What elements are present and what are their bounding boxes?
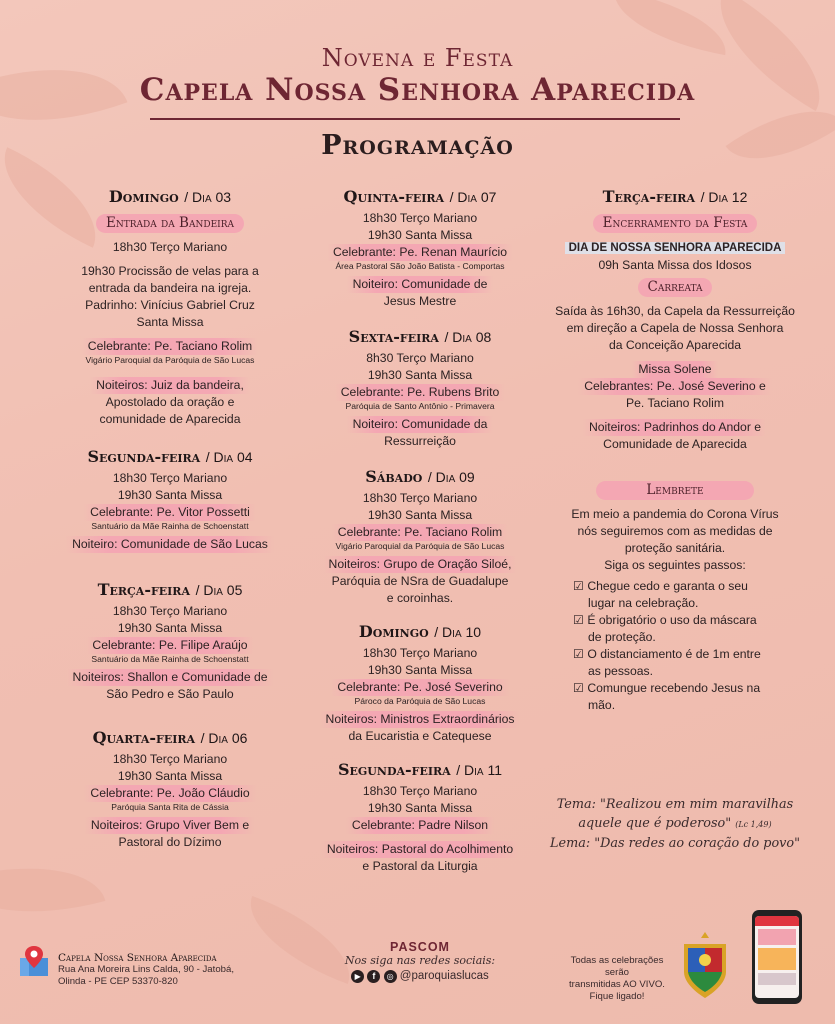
celebrant-parish: Vigário Paroquial da Paróquia de São Lucas: [335, 541, 505, 551]
address-line: Olinda - PE CEP 53370-820: [58, 976, 178, 987]
social-handle[interactable]: @paroquiaslucas: [399, 970, 489, 982]
celebrant: Celebrante: Pe. Filipe Araújo: [86, 637, 253, 654]
celebrant: Celebrante: Pe. Rubens Brito: [335, 384, 506, 401]
reminder-text: proteção sanitária.: [624, 541, 726, 555]
celebrant-parish: Santuário da Mãe Rainha de Schoenstatt: [91, 521, 249, 531]
day-number: / Dia 03: [184, 189, 232, 205]
check-icon: ☑: [573, 681, 584, 695]
event-pill: Carreata: [638, 278, 713, 297]
reminder-item: de proteção.: [588, 630, 656, 644]
celebrant-parish: Santuário da Mãe Rainha de Schoenstatt: [91, 654, 249, 664]
schedule-line: 18h30 Terço Mariano: [112, 752, 228, 766]
carreata-line: da Conceição Aparecida: [608, 338, 742, 352]
day-name: Sábado: [365, 467, 423, 486]
phone-mockup: [752, 910, 802, 1004]
schedule-line: 18h30 Terço Mariano: [112, 604, 228, 618]
day-number: / Dia 07: [449, 189, 497, 205]
day-number: / Dia 04: [205, 449, 253, 465]
noiteiros: Noiteiro: Comunidade da: [347, 416, 494, 433]
noiteiros-line: Comunidade de Aparecida: [603, 437, 747, 451]
celebrant-parish: Pároco da Paróquia de São Lucas: [354, 696, 486, 706]
noiteiros: Noiteiro: Comunidade de: [347, 276, 494, 293]
theme-line: Tema: "Realizou em mim maravilhas: [556, 797, 794, 812]
schedule-line: 19h30 Procissão de velas para a: [81, 264, 259, 278]
day-name: Segunda-feira: [337, 760, 451, 779]
chapel-name: Capela Nossa Senhora Aparecida: [58, 952, 217, 964]
day-heading: [40, 581, 300, 599]
noiteiros: Noiteiros: Padrinhos do Andor e: [583, 419, 767, 436]
day-number: / Dia 10: [434, 624, 482, 640]
schedule-line: 18h30 Terço Mariano: [362, 784, 478, 798]
day-number: / Dia 12: [700, 189, 748, 205]
celebrant-parish: Área Pastoral São João Batista - Comportas: [335, 261, 505, 271]
carreata-line: em direção a Capela de Nossa Senhora: [566, 321, 784, 335]
day-heading: [40, 448, 300, 466]
celebrant: Celebrante: Pe. João Cláudio: [84, 785, 255, 802]
facebook-icon[interactable]: f: [367, 970, 380, 983]
reminder-text: Em meio a pandemia do Corona Vírus: [571, 507, 779, 521]
live-line: Todas as celebrações serão: [570, 955, 664, 978]
schedule-line: 18h30 Terço Mariano: [362, 491, 478, 505]
reminder-item: Comungue recebendo Jesus na: [587, 681, 761, 695]
schedule-line: 19h30 Santa Missa: [367, 663, 473, 677]
phone-screen: [755, 916, 799, 998]
noiteiros: Noiteiros: Shallon e Comunidade de: [66, 669, 273, 686]
celebrant-parish: Paróquia Santa Rita de Cássia: [111, 802, 229, 812]
noiteiros-line: Pastoral do Dízimo: [118, 835, 222, 849]
noiteiros: Noiteiros: Ministros Extraordinários: [320, 711, 521, 728]
noiteiros: Noiteiros: Grupo Viver Bem e: [85, 817, 255, 834]
missa-solene: Missa Solene: [632, 361, 717, 378]
schedule-line: 19h30 Santa Missa: [117, 621, 223, 635]
reminder-text: nós seguiremos com as medidas de: [577, 524, 773, 538]
day-name: Quinta-feira: [343, 187, 445, 206]
celebrant: Celebrante: Pe. Taciano Rolim: [82, 338, 258, 355]
reminder-item: mão.: [588, 698, 616, 712]
day-number: / Dia 08: [444, 329, 492, 345]
address-line: Rua Ana Moreira Lins Calda, 90 - Jatobá,: [58, 964, 234, 975]
title-divider: [150, 118, 680, 120]
live-line: transmitidas AO VIVO.: [569, 979, 665, 990]
reminder-item: É obrigatório o uso da máscara: [587, 613, 757, 627]
schedule-line: 18h30 Terço Mariano: [112, 471, 228, 485]
noiteiros-line: Ressurreição: [384, 434, 456, 448]
schedule-line: 09h Santa Missa dos Idosos: [598, 258, 752, 272]
noiteiros-line: São Pedro e São Paulo: [106, 687, 234, 701]
celebrant: Celebrante: Pe. Renan Maurício: [327, 244, 513, 261]
column-1: [40, 188, 300, 851]
celebrant: Celebrante: Pe. Taciano Rolim: [332, 524, 508, 541]
schedule-line: 18h30 Terço Mariano: [362, 211, 478, 225]
column-2: [300, 188, 540, 875]
noiteiros-line: Jesus Mestre: [383, 294, 457, 308]
highlight-banner: DIA DE NOSSA SENHORA APARECIDA: [565, 242, 786, 254]
day-heading: [300, 761, 540, 779]
day-heading: [300, 623, 540, 641]
day-name: Domingo: [358, 622, 429, 641]
day-name: Terça-feira: [602, 187, 695, 206]
schedule-line: 18h30 Terço Mariano: [112, 240, 228, 254]
schedule-line: 19h30 Santa Missa: [367, 508, 473, 522]
instagram-icon[interactable]: ◎: [384, 970, 397, 983]
day-number: / Dia 11: [456, 762, 503, 778]
reminder-text: Siga os seguintes passos:: [604, 558, 746, 572]
schedule-line: 19h30 Santa Missa: [117, 488, 223, 502]
day-name: Domingo: [108, 187, 179, 206]
noiteiros-line: Paróquia de NSra de Guadalupe: [331, 574, 509, 588]
celebrant: Celebrantes: Pe. José Severino e: [578, 378, 772, 395]
motto-line: Lema: "Das redes ao coração do povo": [550, 836, 800, 851]
live-line: Fique ligado!: [589, 991, 645, 1002]
schedule-line: 18h30 Terço Mariano: [362, 646, 478, 660]
noiteiros: Noiteiros: Grupo de Oração Siloé,: [323, 556, 518, 573]
schedule-line: entrada da bandeira na igreja.: [88, 281, 252, 295]
schedule-line: 19h30 Santa Missa: [367, 228, 473, 242]
carreata-line: Saída às 16h30, da Capela da Ressurreição: [555, 304, 795, 318]
celebrant: Celebrante: Pe. Vitor Possetti: [84, 504, 256, 521]
schedule-line: 19h30 Santa Missa: [367, 801, 473, 815]
day-heading: [40, 729, 300, 747]
reminder-item: as pessoas.: [588, 664, 654, 678]
day-heading: [300, 188, 540, 206]
live-notice: [562, 955, 672, 1003]
pascom-logo: PASCOM: [390, 940, 450, 954]
day-name: Quarta-feira: [92, 728, 196, 747]
celebrant: Celebrante: Padre Nilson: [346, 817, 494, 834]
day-name: Segunda-feira: [87, 447, 201, 466]
day-heading: [40, 188, 300, 206]
check-icon: ☑: [573, 613, 584, 627]
decorative-leaf: [0, 843, 105, 937]
reminder-item: O distanciamento é de 1m entre: [587, 647, 761, 661]
theme-ref: (Lc 1,49): [735, 820, 772, 829]
noiteiros-line: comunidade de Aparecida: [99, 412, 241, 426]
noiteiros: Noiteiro: Comunidade de São Lucas: [66, 536, 274, 553]
day-heading: [300, 328, 540, 346]
section-title: Programação: [321, 130, 514, 161]
column-3: [545, 188, 805, 714]
reminder-item: Chegue cedo e garanta o seu: [587, 579, 748, 593]
day-number: / Dia 06: [200, 730, 248, 746]
title-line1: Novena e Festa: [321, 44, 514, 72]
schedule-line: 19h30 Santa Missa: [367, 368, 473, 382]
noiteiros: Noiteiros: Pastoral do Acolhimento: [321, 841, 519, 858]
schedule-line: 19h30 Santa Missa: [117, 769, 223, 783]
day-heading: [300, 468, 540, 486]
celebrant-parish: Vigário Paroquial da Paróquia de São Lucas: [85, 355, 255, 365]
celebrant-parish: Paróquia de Santo Antônio - Primavera: [345, 401, 495, 411]
day-number: / Dia 09: [427, 469, 475, 485]
coat-of-arms-icon: [676, 930, 734, 1002]
check-icon: ☑: [573, 647, 584, 661]
check-icon: ☑: [573, 579, 584, 593]
event-pill: Entrada da Bandeira: [96, 214, 244, 233]
noiteiros-line: Apostolado da oração e: [105, 395, 235, 409]
youtube-icon[interactable]: ▶: [351, 970, 364, 983]
day-name: Terça-feira: [97, 580, 190, 599]
social-block: [330, 940, 510, 983]
noiteiros: Noiteiros: Juiz da bandeira,: [90, 377, 250, 394]
theme-line: aquele que é poderoso": [578, 816, 732, 831]
day-name: Sexta-feira: [348, 327, 439, 346]
noiteiros-line: e Pastoral da Liturgia: [362, 859, 478, 873]
celebrant-line: Pe. Taciano Rolim: [626, 396, 724, 410]
address-block: [58, 952, 268, 988]
social-tagline: Nos siga nas redes sociais:: [344, 954, 496, 967]
noiteiros-line: da Eucaristia e Catequese: [348, 729, 492, 743]
celebrant: Celebrante: Pe. José Severino: [331, 679, 508, 696]
schedule-line: Santa Missa: [136, 315, 204, 329]
map-icon: [18, 944, 50, 978]
page-title: Capela Nossa Senhora Aparecida: [139, 72, 696, 108]
noiteiros-line: e coroinhas.: [386, 591, 454, 605]
schedule-line: 8h30 Terço Mariano: [366, 351, 474, 365]
reminder-pill: Lembrete: [596, 481, 753, 500]
event-pill: Encerramento da Festa: [593, 214, 758, 233]
schedule-line: Padrinho: Vinícius Gabriel Cruz: [85, 298, 255, 312]
day-number: / Dia 05: [195, 582, 243, 598]
theme-block: [545, 795, 805, 853]
day-heading: [545, 188, 805, 206]
reminder-item: lugar na celebração.: [588, 596, 699, 610]
